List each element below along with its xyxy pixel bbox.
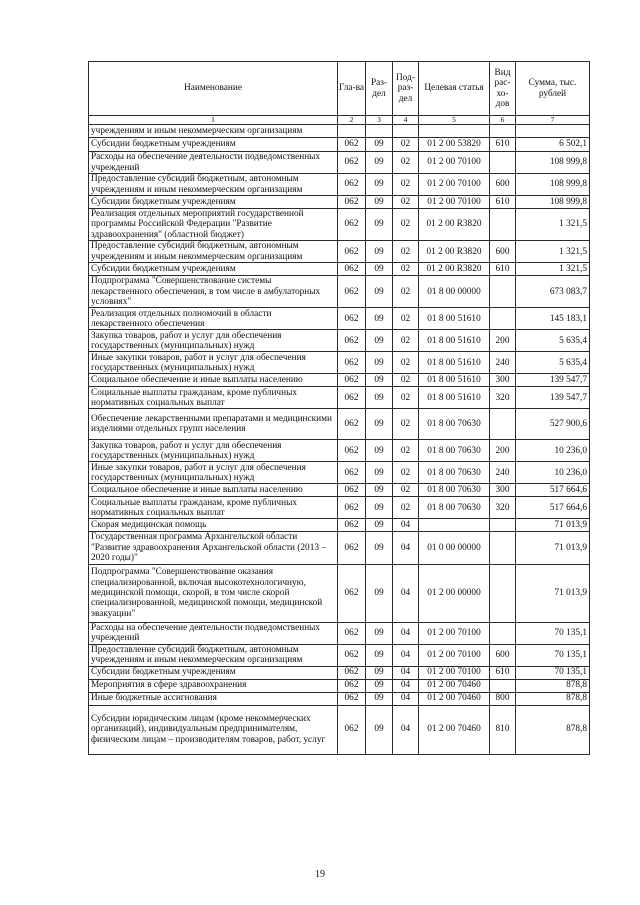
- row-section: 09: [366, 209, 393, 241]
- row-amount: 145 183,1: [516, 308, 590, 330]
- row-name: Обеспечение лекарственными препаратами и медицинскими изделиями отдельных групп населения: [89, 409, 338, 440]
- row-subsection: 04: [393, 519, 419, 532]
- row-chapter: 062: [338, 241, 366, 263]
- row-target-article: 01 8 00 51610: [419, 308, 490, 330]
- header-expense-type: Вид рас-хо-дов: [490, 62, 516, 116]
- row-subsection: 02: [393, 209, 419, 241]
- table-row: [89, 174, 590, 196]
- table-row: [89, 263, 590, 276]
- table-row: [89, 152, 590, 174]
- row-expense-type: 800: [490, 692, 516, 705]
- table-row: [89, 125, 590, 138]
- row-name: Подпрограмма "Совершенствование оказания специализированной, включая высокотехнологичную, медицинской помощи, скорой, в том числе скорой специализированной, медицинской помощи, медицинской эвакуации": [89, 564, 338, 622]
- row-chapter: 062: [338, 679, 366, 692]
- row-section: 09: [366, 484, 393, 497]
- header-name: Наименование: [89, 62, 338, 116]
- row-subsection: 04: [393, 679, 419, 692]
- row-name: Реализация отдельных полномочий в области лекарственного обеспечения: [89, 308, 338, 330]
- table-row: [89, 622, 590, 644]
- row-expense-type: [490, 532, 516, 564]
- row-section: 09: [366, 679, 393, 692]
- row-section: [366, 125, 393, 138]
- row-name: Иные бюджетные ассигнования: [89, 692, 338, 705]
- row-amount: 139 547,7: [516, 374, 590, 387]
- row-target-article: 01 2 00 R3820: [419, 263, 490, 276]
- row-section: 09: [366, 352, 393, 374]
- table-row: [89, 352, 590, 374]
- row-section: 09: [366, 152, 393, 174]
- row-subsection: 02: [393, 263, 419, 276]
- row-amount: 5 635,4: [516, 352, 590, 374]
- row-expense-type: [490, 308, 516, 330]
- row-amount: 6 502,1: [516, 138, 590, 152]
- row-section: 09: [366, 409, 393, 440]
- row-name: Социальные выплаты гражданам, кроме публичных нормативных социальных выплат: [89, 387, 338, 409]
- row-subsection: 02: [393, 330, 419, 352]
- row-amount: 1 321,5: [516, 209, 590, 241]
- row-expense-type: [490, 622, 516, 644]
- row-name: Предоставление субсидий бюджетным, автономным учреждениям и иным некоммерческим организациям: [89, 241, 338, 263]
- row-target-article: 01 2 00 70100: [419, 196, 490, 209]
- row-section: 09: [366, 622, 393, 644]
- row-expense-type: 240: [490, 352, 516, 374]
- row-subsection: 02: [393, 241, 419, 263]
- row-subsection: 02: [393, 152, 419, 174]
- row-target-article: 01 2 00 53820: [419, 138, 490, 152]
- row-expense-type: [490, 679, 516, 692]
- row-subsection: 04: [393, 705, 419, 754]
- row-section: 09: [366, 666, 393, 679]
- row-name: учреждениям и иным некоммерческим организациям: [89, 125, 338, 138]
- table-row: [89, 484, 590, 497]
- row-section: 09: [366, 374, 393, 387]
- row-chapter: 062: [338, 666, 366, 679]
- row-target-article: 01 8 00 00000: [419, 276, 490, 308]
- table-row: [89, 330, 590, 352]
- row-expense-type: 610: [490, 263, 516, 276]
- table-row: [89, 644, 590, 666]
- row-name: Субсидии бюджетным учреждениям: [89, 196, 338, 209]
- row-amount: 70 135,1: [516, 666, 590, 679]
- row-target-article: [419, 519, 490, 532]
- row-target-article: 01 2 00 70460: [419, 692, 490, 705]
- row-subsection: 04: [393, 644, 419, 666]
- table-row: [89, 564, 590, 622]
- row-expense-type: 300: [490, 374, 516, 387]
- row-target-article: 01 8 00 51610: [419, 352, 490, 374]
- row-target-article: 01 8 00 70630: [419, 462, 490, 484]
- row-name: Социальное обеспечение и иные выплаты населению: [89, 484, 338, 497]
- row-name: Мероприятия в сфере здравоохранения: [89, 679, 338, 692]
- row-name: Подпрограмма "Совершенствование системы лекарственного обеспечения, в том числе в амбулаторных условиях": [89, 276, 338, 308]
- row-subsection: 02: [393, 497, 419, 519]
- row-section: 09: [366, 497, 393, 519]
- row-target-article: 01 2 00 70100: [419, 174, 490, 196]
- column-number: 2: [338, 116, 366, 125]
- row-chapter: 062: [338, 276, 366, 308]
- table-header-row: [89, 62, 590, 116]
- row-section: 09: [366, 532, 393, 564]
- table-row: [89, 241, 590, 263]
- row-name: Расходы на обеспечение деятельности подведомственных учреждений: [89, 622, 338, 644]
- row-target-article: 01 8 00 70630: [419, 497, 490, 519]
- row-amount: 878,8: [516, 692, 590, 705]
- table-row: [89, 440, 590, 462]
- row-subsection: 02: [393, 374, 419, 387]
- column-number: 6: [490, 116, 516, 125]
- row-expense-type: [490, 409, 516, 440]
- row-name: Субсидии бюджетным учреждениям: [89, 138, 338, 152]
- table-row: [89, 409, 590, 440]
- row-amount: 139 547,7: [516, 387, 590, 409]
- header-amount: Сумма, тыс. рублей: [516, 62, 590, 116]
- row-target-article: 01 2 00 70100: [419, 644, 490, 666]
- row-expense-type: 610: [490, 196, 516, 209]
- row-expense-type: [490, 125, 516, 138]
- row-target-article: [419, 125, 490, 138]
- row-expense-type: 300: [490, 484, 516, 497]
- row-chapter: [338, 125, 366, 138]
- row-section: 09: [366, 276, 393, 308]
- row-chapter: 062: [338, 209, 366, 241]
- row-chapter: 062: [338, 308, 366, 330]
- row-target-article: 01 8 00 51610: [419, 330, 490, 352]
- row-section: 09: [366, 519, 393, 532]
- row-target-article: 01 2 00 70100: [419, 666, 490, 679]
- row-target-article: 01 2 00 70100: [419, 622, 490, 644]
- row-amount: 517 664,6: [516, 497, 590, 519]
- row-section: 09: [366, 692, 393, 705]
- page-number: 19: [315, 869, 325, 880]
- budget-table: [88, 61, 590, 755]
- row-amount: 71 013,9: [516, 519, 590, 532]
- table-row: [89, 196, 590, 209]
- row-name: Государственная программа Архангельской области "Развитие здравоохранения Архангельской области (2013 – 2020 годы)": [89, 532, 338, 564]
- row-amount: 10 236,0: [516, 440, 590, 462]
- row-section: 09: [366, 308, 393, 330]
- table-row: [89, 308, 590, 330]
- table-row: [89, 497, 590, 519]
- row-chapter: 062: [338, 196, 366, 209]
- row-subsection: 04: [393, 564, 419, 622]
- row-chapter: 062: [338, 174, 366, 196]
- row-amount: 517 664,6: [516, 484, 590, 497]
- table-row: [89, 692, 590, 705]
- row-target-article: 01 8 00 70630: [419, 440, 490, 462]
- row-chapter: 062: [338, 374, 366, 387]
- row-section: 09: [366, 241, 393, 263]
- row-chapter: 062: [338, 138, 366, 152]
- row-chapter: 062: [338, 330, 366, 352]
- row-expense-type: 320: [490, 387, 516, 409]
- row-subsection: 02: [393, 387, 419, 409]
- column-number: 4: [393, 116, 419, 125]
- row-subsection: 04: [393, 532, 419, 564]
- row-target-article: 01 2 00 70460: [419, 679, 490, 692]
- row-amount: 878,8: [516, 705, 590, 754]
- row-expense-type: 200: [490, 330, 516, 352]
- row-chapter: 062: [338, 705, 366, 754]
- row-expense-type: [490, 152, 516, 174]
- header-chapter: Гла-ва: [338, 62, 366, 116]
- row-amount: 108 999,8: [516, 174, 590, 196]
- row-expense-type: 810: [490, 705, 516, 754]
- row-expense-type: 600: [490, 241, 516, 263]
- row-expense-type: 320: [490, 497, 516, 519]
- row-target-article: 01 2 00 70460: [419, 705, 490, 754]
- row-chapter: 062: [338, 387, 366, 409]
- row-chapter: 062: [338, 462, 366, 484]
- row-subsection: 02: [393, 462, 419, 484]
- column-number: 1: [89, 116, 338, 125]
- row-amount: 71 013,9: [516, 532, 590, 564]
- row-name: Социальное обеспечение и иные выплаты населению: [89, 374, 338, 387]
- row-amount: 70 135,1: [516, 644, 590, 666]
- row-chapter: 062: [338, 532, 366, 564]
- row-name: Предоставление субсидий бюджетным, автономным учреждениям и иным некоммерческим организациям: [89, 644, 338, 666]
- column-number: 5: [419, 116, 490, 125]
- row-chapter: 062: [338, 352, 366, 374]
- table-row: [89, 387, 590, 409]
- row-subsection: 02: [393, 440, 419, 462]
- row-name: Закупка товаров, работ и услуг для обеспечения государственных (муниципальных) нужд: [89, 440, 338, 462]
- row-chapter: 062: [338, 564, 366, 622]
- row-name: Закупка товаров, работ и услуг для обеспечения государственных (муниципальных) нужд: [89, 330, 338, 352]
- row-chapter: 062: [338, 644, 366, 666]
- row-chapter: 062: [338, 622, 366, 644]
- row-name: Предоставление субсидий бюджетным, автономным учреждениям и иным некоммерческим организациям: [89, 174, 338, 196]
- row-subsection: 04: [393, 622, 419, 644]
- row-amount: 108 999,8: [516, 152, 590, 174]
- row-target-article: 01 8 00 70630: [419, 409, 490, 440]
- row-subsection: 02: [393, 196, 419, 209]
- row-name: Субсидии юридическим лицам (кроме некоммерческих организаций), индивидуальным предпринимателям, физическим лицам – производителям товаров, работ, услуг: [89, 705, 338, 754]
- table-row: [89, 532, 590, 564]
- row-amount: 71 013,9: [516, 564, 590, 622]
- row-chapter: 062: [338, 440, 366, 462]
- column-number: 7: [516, 116, 590, 125]
- row-amount: [516, 125, 590, 138]
- table-body: [89, 125, 590, 755]
- row-chapter: 062: [338, 409, 366, 440]
- row-chapter: 062: [338, 263, 366, 276]
- row-chapter: 062: [338, 497, 366, 519]
- row-name: Расходы на обеспечение деятельности подведомственных учреждений: [89, 152, 338, 174]
- row-amount: 70 135,1: [516, 622, 590, 644]
- row-name: Субсидии бюджетным учреждениям: [89, 263, 338, 276]
- row-target-article: 01 8 00 51610: [419, 374, 490, 387]
- row-subsection: 02: [393, 174, 419, 196]
- row-chapter: 062: [338, 152, 366, 174]
- row-expense-type: [490, 276, 516, 308]
- row-target-article: 01 0 00 00000: [419, 532, 490, 564]
- row-section: 09: [366, 330, 393, 352]
- table-row: [89, 666, 590, 679]
- row-name: Субсидии бюджетным учреждениям: [89, 666, 338, 679]
- row-chapter: 062: [338, 692, 366, 705]
- row-target-article: 01 2 00 R3820: [419, 209, 490, 241]
- row-section: 09: [366, 174, 393, 196]
- row-amount: 10 236,0: [516, 462, 590, 484]
- row-expense-type: 200: [490, 440, 516, 462]
- row-amount: 1 321,5: [516, 241, 590, 263]
- row-name: Иные закупки товаров, работ и услуг для обеспечения государственных (муниципальных) нужд: [89, 352, 338, 374]
- row-section: 09: [366, 263, 393, 276]
- header-target-article: Целевая статья: [419, 62, 490, 116]
- row-name: Реализация отдельных мероприятий государственной программы Российской Федерации "Развитие здравоохранения" (областной бюджет): [89, 209, 338, 241]
- row-subsection: 02: [393, 308, 419, 330]
- column-number: 3: [366, 116, 393, 125]
- row-section: 09: [366, 462, 393, 484]
- table-row: [89, 705, 590, 754]
- row-subsection: 02: [393, 276, 419, 308]
- row-subsection: 02: [393, 409, 419, 440]
- row-expense-type: [490, 564, 516, 622]
- row-subsection: 04: [393, 666, 419, 679]
- row-section: 09: [366, 644, 393, 666]
- table-row: [89, 209, 590, 241]
- row-chapter: 062: [338, 519, 366, 532]
- table-row: [89, 138, 590, 152]
- table-row: [89, 276, 590, 308]
- row-amount: 527 900,6: [516, 409, 590, 440]
- row-name: Социальные выплаты гражданам, кроме публичных нормативных социальных выплат: [89, 497, 338, 519]
- row-section: 09: [366, 387, 393, 409]
- row-expense-type: [490, 519, 516, 532]
- row-subsection: [393, 125, 419, 138]
- row-target-article: 01 2 00 R3820: [419, 241, 490, 263]
- row-amount: 1 321,5: [516, 263, 590, 276]
- column-number-row: [89, 116, 590, 125]
- row-subsection: 02: [393, 138, 419, 152]
- row-subsection: 02: [393, 352, 419, 374]
- row-expense-type: 600: [490, 644, 516, 666]
- row-target-article: 01 2 00 00000: [419, 564, 490, 622]
- row-section: 09: [366, 138, 393, 152]
- row-expense-type: 600: [490, 174, 516, 196]
- header-section: Раз-дел: [366, 62, 393, 116]
- row-chapter: 062: [338, 484, 366, 497]
- row-expense-type: 610: [490, 138, 516, 152]
- row-section: 09: [366, 564, 393, 622]
- row-target-article: 01 8 00 70630: [419, 484, 490, 497]
- row-expense-type: 610: [490, 666, 516, 679]
- table-row: [89, 462, 590, 484]
- row-amount: 673 083,7: [516, 276, 590, 308]
- header-subsection: Под-раз-дел: [393, 62, 419, 116]
- row-subsection: 02: [393, 484, 419, 497]
- row-name: Скорая медицинская помощь: [89, 519, 338, 532]
- row-subsection: 04: [393, 692, 419, 705]
- table-row: [89, 679, 590, 692]
- row-amount: 5 635,4: [516, 330, 590, 352]
- row-amount: 108 999,8: [516, 196, 590, 209]
- table-row: [89, 374, 590, 387]
- row-target-article: 01 2 00 70100: [419, 152, 490, 174]
- row-name: Иные закупки товаров, работ и услуг для обеспечения государственных (муниципальных) нужд: [89, 462, 338, 484]
- row-section: 09: [366, 705, 393, 754]
- row-section: 09: [366, 196, 393, 209]
- row-amount: 878,8: [516, 679, 590, 692]
- table-row: [89, 519, 590, 532]
- row-section: 09: [366, 440, 393, 462]
- row-expense-type: [490, 209, 516, 241]
- row-expense-type: 240: [490, 462, 516, 484]
- row-target-article: 01 8 00 51610: [419, 387, 490, 409]
